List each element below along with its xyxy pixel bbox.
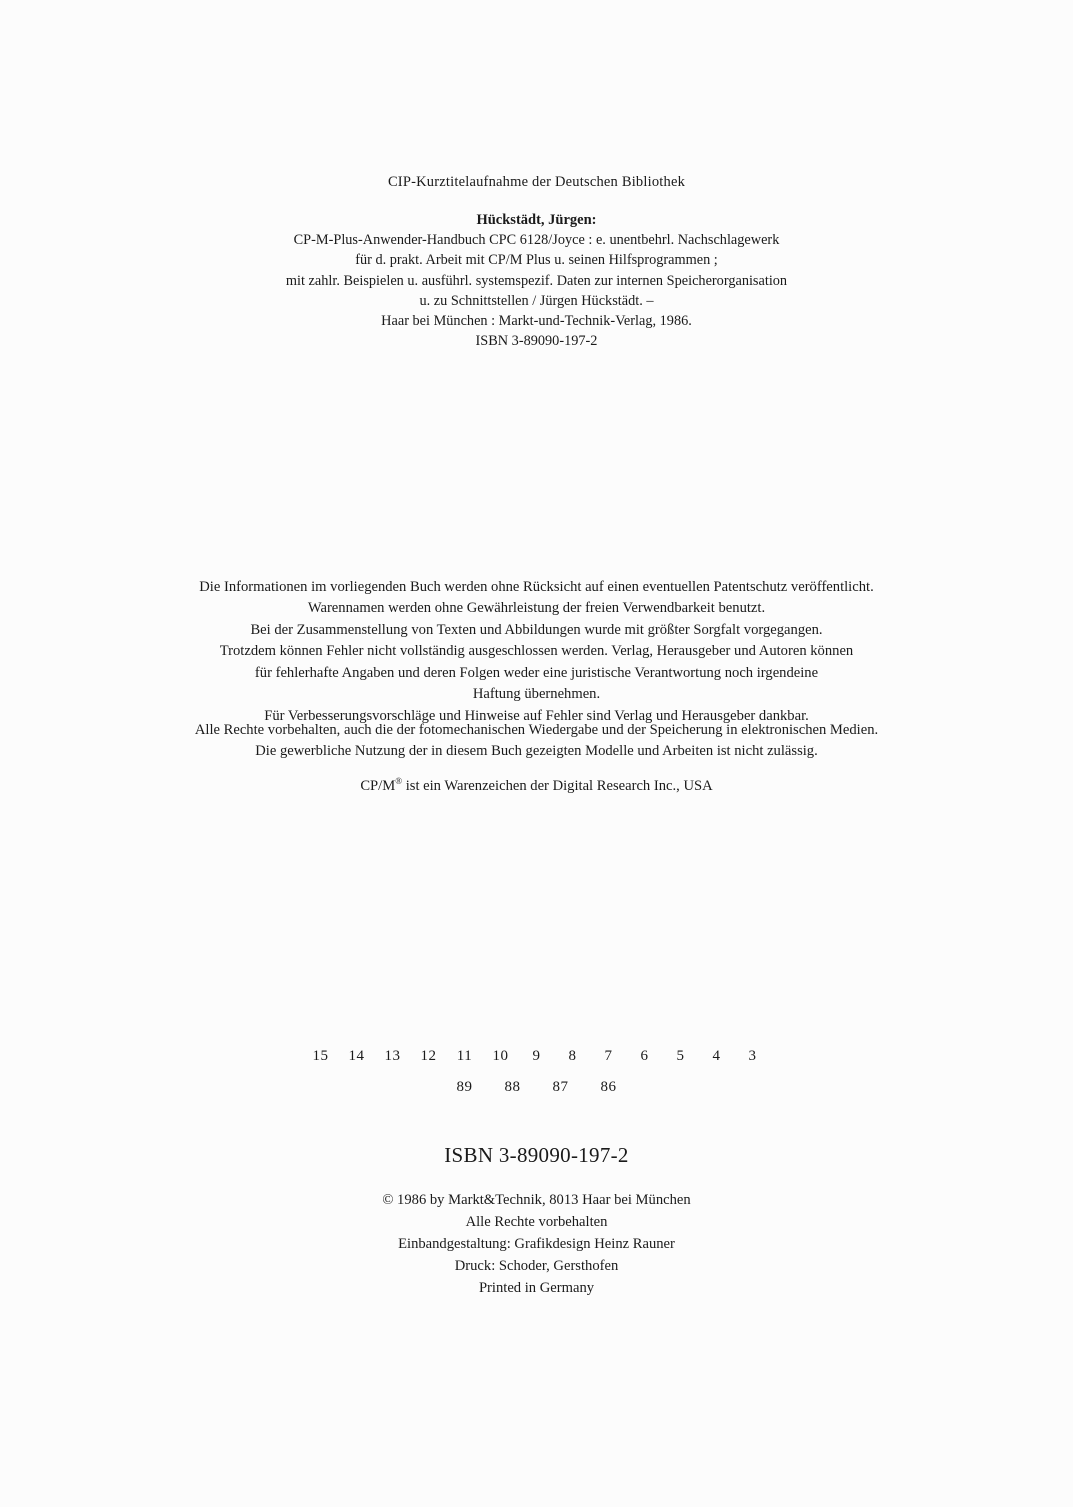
- cip-line: CP-M-Plus-Anwender-Handbuch CPC 6128/Joyce : e. unentbehrl. Nachschlagewerk: [293, 232, 780, 248]
- print-run-number: 8: [568, 1048, 577, 1064]
- print-run-numbers: [0, 1046, 1073, 1099]
- print-run-number: 6: [640, 1048, 649, 1064]
- cip-isbn-line: ISBN 3-89090-197-2: [475, 333, 598, 350]
- colophon-line: Druck: Schoder, Gersthofen: [454, 1257, 619, 1274]
- disclaimer-line: Die Informationen im vorliegenden Buch werden ohne Rücksicht auf einen eventuellen Patentschutz veröffentlicht.: [199, 579, 874, 595]
- disclaimer-line: für fehlerhafte Angaben und deren Folgen weder eine juristische Verantwortung noch irgendeine: [254, 664, 819, 681]
- print-run-years: [0, 1077, 1073, 1098]
- disclaimer-line: Haftung übernehmen.: [472, 686, 601, 703]
- trademark-notice: [0, 775, 1073, 797]
- print-run-number: 7: [604, 1048, 613, 1064]
- print-run-number: 15: [312, 1048, 329, 1064]
- print-run-number: 13: [384, 1048, 401, 1064]
- print-run-impressions: [0, 1046, 1073, 1067]
- isbn-display: ISBN 3-89090-197-2: [444, 1143, 629, 1167]
- cip-entry: [0, 230, 1073, 352]
- colophon: [0, 1190, 1073, 1299]
- cip-line: für d. prakt. Arbeit mit CP/M Plus u. seinen Hilfsprogrammen ;: [355, 252, 718, 269]
- copyright-line: © 1986 by Markt&Technik, 8013 Haar bei München: [382, 1192, 691, 1208]
- trademark-prefix: CP/M: [360, 777, 396, 794]
- disclaimer-line: Bei der Zusammenstellung von Texten und Abbildungen wurde mit größter Sorgfalt vorgegangen.: [250, 621, 823, 638]
- print-run-number: 11: [456, 1048, 473, 1064]
- disclaimer-line: Warennamen werden ohne Gewährleistung der freien Verwendbarkeit benutzt.: [307, 600, 766, 617]
- colophon-line: Einbandgestaltung: Grafikdesign Heinz Rauner: [398, 1235, 675, 1252]
- cip-heading: CIP-Kurztitelaufnahme der Deutschen Bibliothek: [387, 174, 686, 190]
- registered-mark-icon: ®: [395, 776, 403, 786]
- print-run-year: 88: [504, 1079, 521, 1096]
- print-run-number: 3: [748, 1048, 757, 1064]
- print-run-number: 4: [712, 1048, 721, 1064]
- disclaimer-line: Trotzdem können Fehler nicht vollständig ausgeschlossen werden. Verlag, Herausgeber und Autoren können: [219, 643, 854, 660]
- cip-line: mit zahlr. Beispielen u. ausführl. systemspezif. Daten zur internen Speicherorganisation: [285, 272, 788, 289]
- cip-author: Hückstädt, Jürgen:: [476, 212, 597, 228]
- rights-line: Die gewerbliche Nutzung der in diesem Buch gezeigten Modelle und Arbeiten ist nicht zulässig.: [255, 743, 818, 760]
- print-run-year: 87: [552, 1079, 569, 1096]
- rights-notice: [0, 720, 1073, 763]
- print-run-number: 14: [348, 1048, 365, 1064]
- disclaimer-text: [0, 577, 1073, 727]
- rights-line: Alle Rechte vorbehalten, auch die der fotomechanischen Wiedergabe und der Speicherung in elektronischen Medien.: [194, 722, 879, 738]
- trademark-suffix: ist ein Warenzeichen der Digital Research Inc., USA: [402, 777, 713, 794]
- cip-line: u. zu Schnittstellen / Jürgen Hückstädt. –: [419, 292, 654, 309]
- print-run-number: 9: [532, 1048, 541, 1064]
- cip-line: Haar bei München : Markt-und-Technik-Verlag, 1986.: [381, 313, 692, 330]
- print-run-year: 86: [600, 1079, 617, 1096]
- print-run-number: 5: [676, 1048, 685, 1064]
- print-run-year: 89: [456, 1079, 473, 1096]
- colophon-line: Alle Rechte vorbehalten: [465, 1213, 608, 1230]
- disclaimer-line: Für Verbesserungsvorschläge und Hinweise auf Fehler sind Verlag und Herausgeber dankbar.: [264, 707, 809, 724]
- print-run-number: 10: [492, 1048, 509, 1064]
- colophon-line: Printed in Germany: [478, 1279, 595, 1296]
- print-run-number: 12: [420, 1048, 437, 1064]
